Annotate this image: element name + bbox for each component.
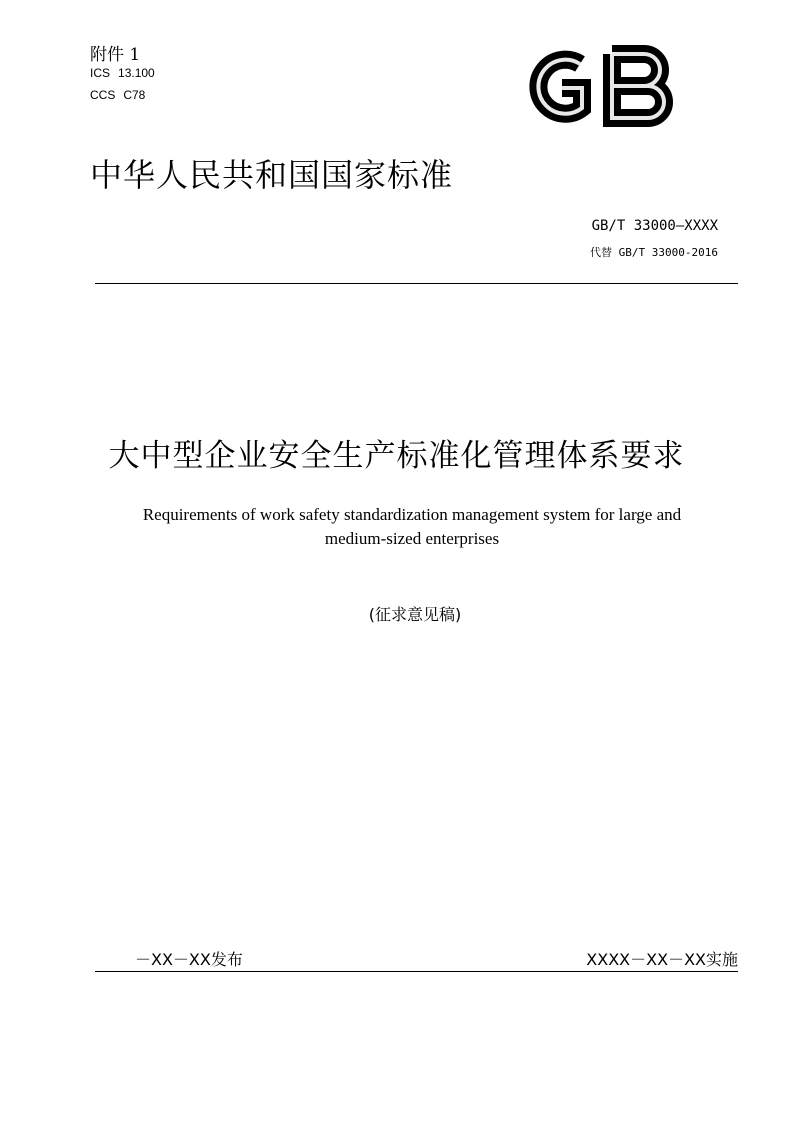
issue-date: －XX－XX发布 [135, 950, 243, 969]
document-title: 大中型企业安全生产标准化管理体系要求 [108, 438, 685, 474]
attachment-label: 附件 1 [90, 45, 141, 65]
draft-label: (征求意见稿) [368, 605, 462, 624]
top-divider [95, 283, 738, 284]
national-standard-title: 中华人民共和国国家标准 [90, 156, 454, 194]
gb-logo-icon [520, 40, 680, 132]
ics-classification [90, 66, 155, 80]
english-title-line-1: Requirements of work safety standardization management system for large and [142, 505, 682, 524]
ics-value: 13.100 [118, 66, 155, 80]
replaces-standard: 代替 GB/T 33000-2016 [590, 246, 718, 259]
effective-date: XXXX－XX－XX实施 [586, 950, 738, 969]
english-title-line-2: medium-sized enterprises [324, 529, 500, 548]
ics-label: ICS [90, 66, 111, 80]
ccs-value: C78 [123, 88, 146, 102]
standard-number: GB/T 33000—XXXX [591, 218, 718, 234]
ccs-label: CCS [90, 88, 116, 102]
english-title [96, 503, 728, 551]
bottom-divider [95, 971, 738, 972]
ccs-classification [90, 88, 145, 102]
